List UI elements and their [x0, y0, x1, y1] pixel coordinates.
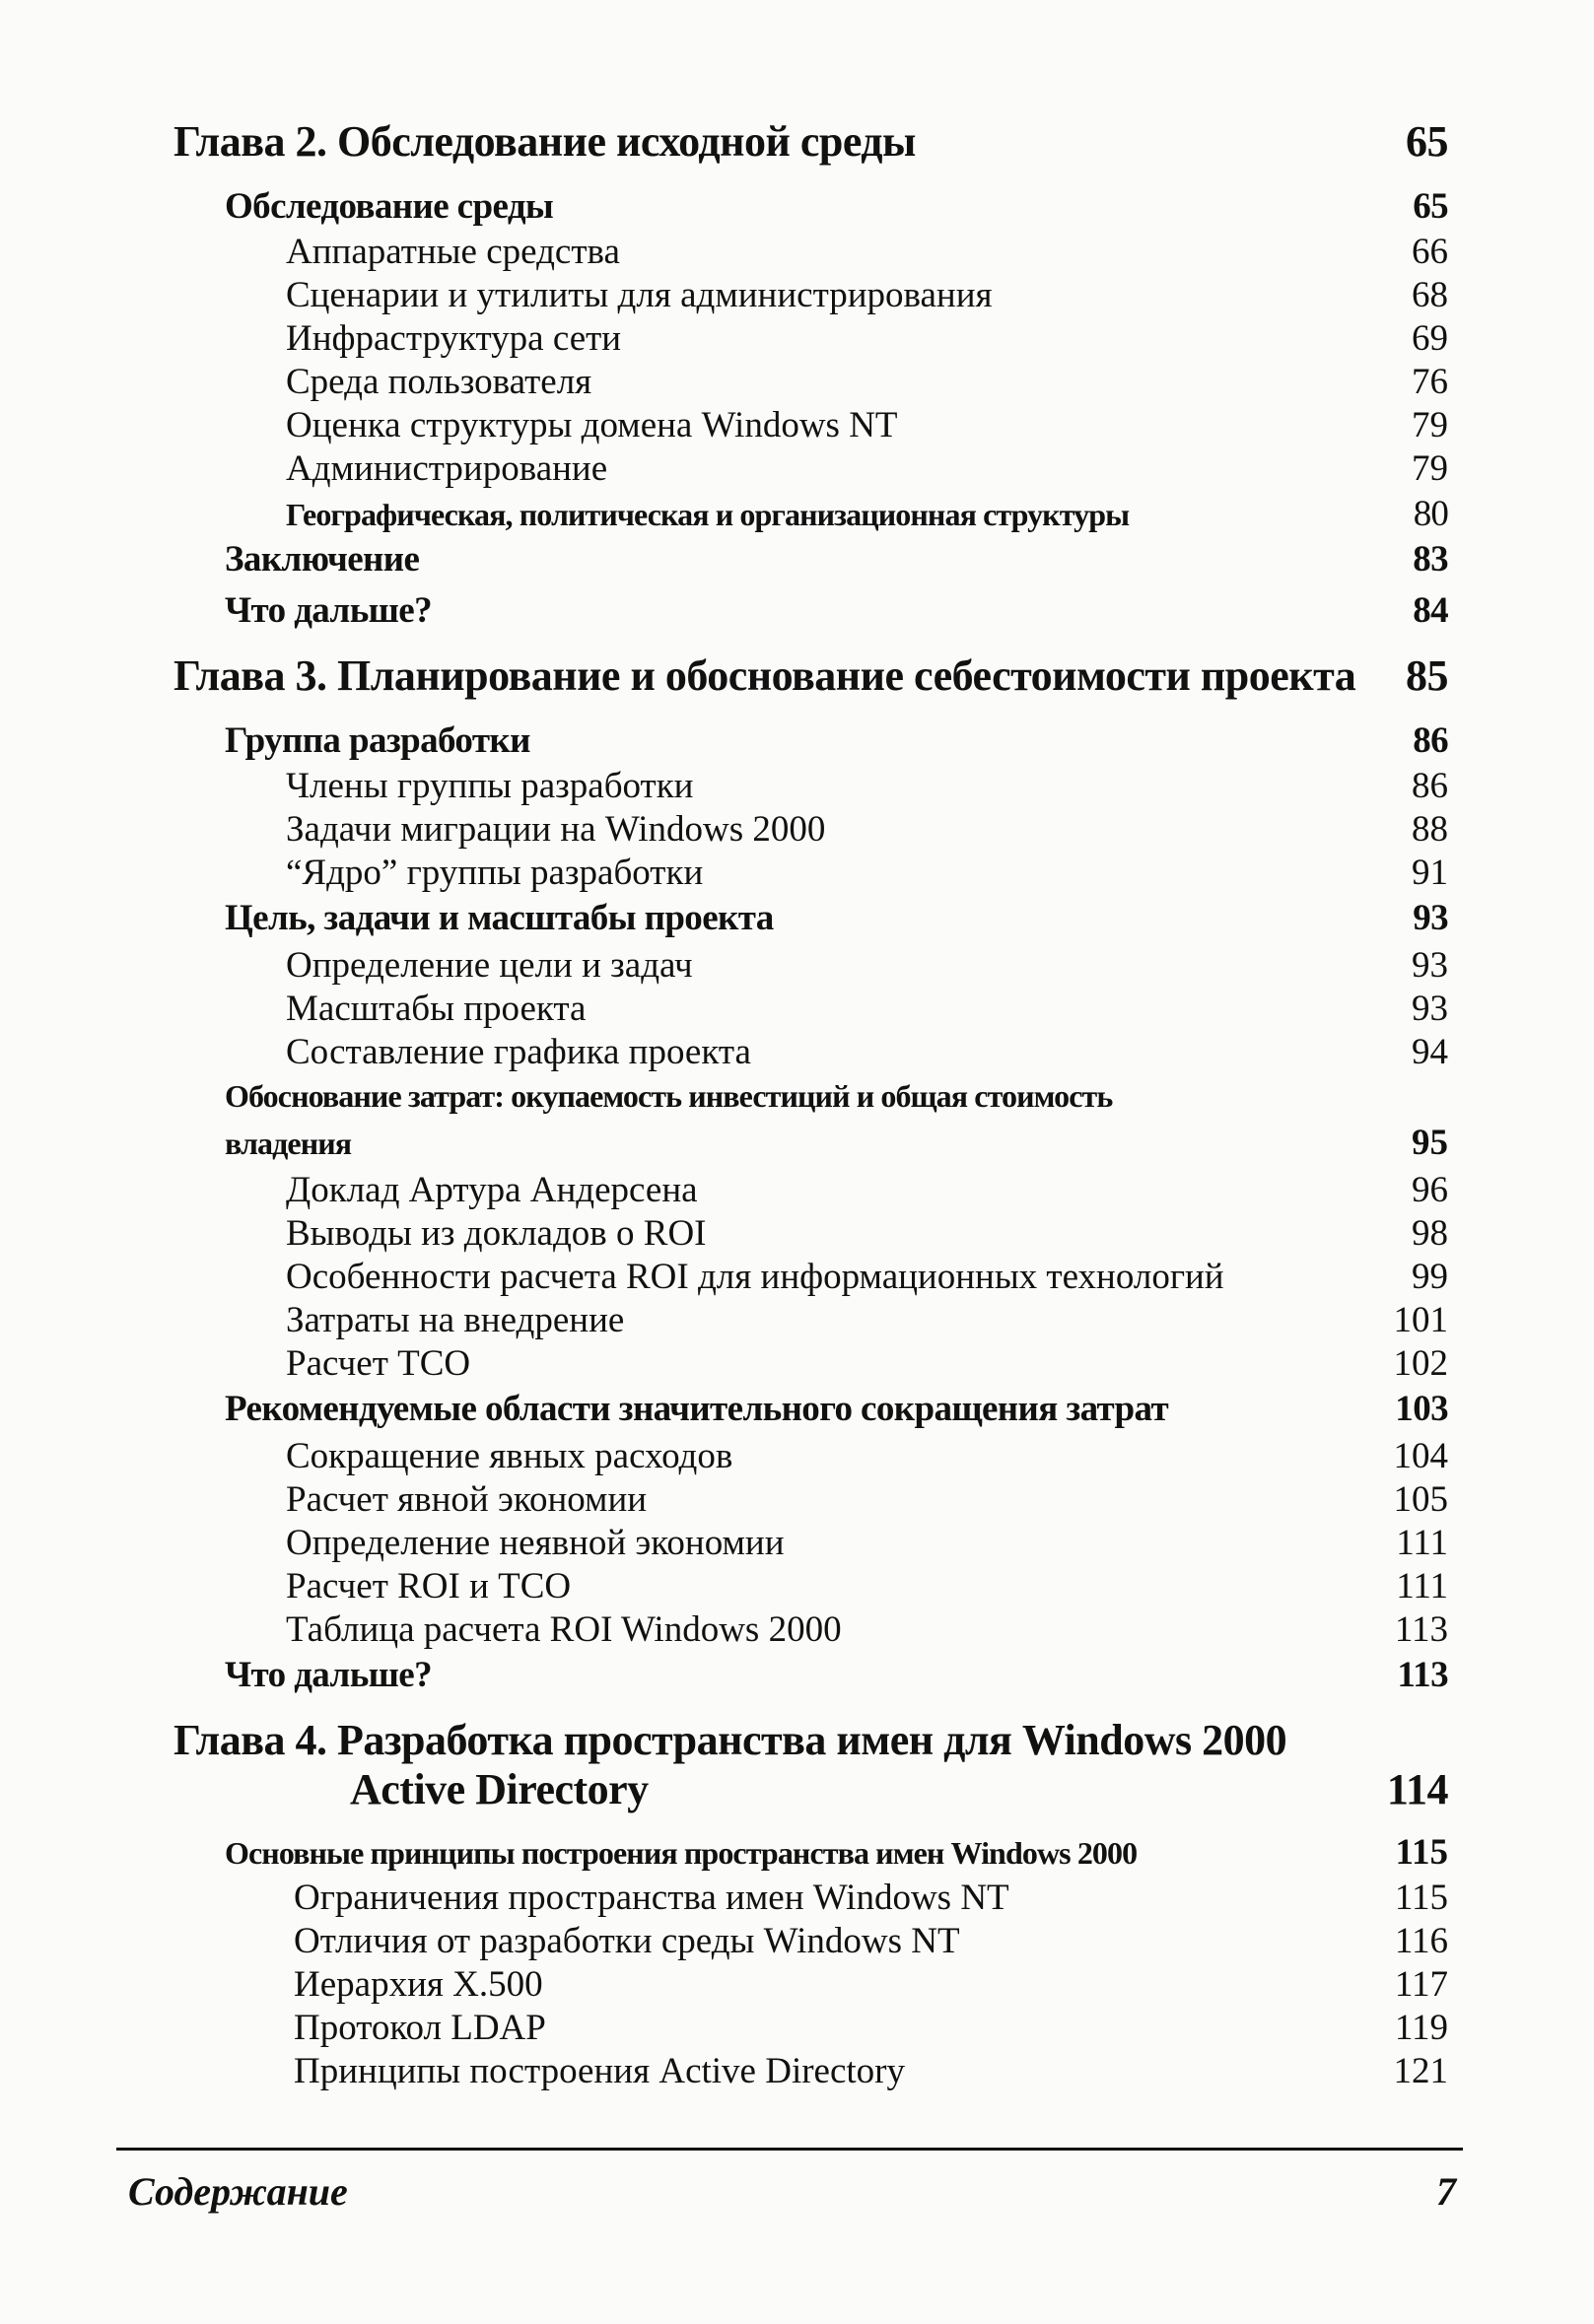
toc-entry-page: 91: [1412, 853, 1448, 893]
toc-entry-title: “Ядро” группы разработки: [286, 853, 704, 893]
toc-entry-page: 98: [1412, 1213, 1448, 1254]
toc-entry-page: 115: [1394, 1878, 1448, 1918]
toc-section[interactable]: [225, 897, 1448, 939]
toc-subsection[interactable]: [286, 1522, 1448, 1564]
toc-entry-title: Active Directory: [350, 1765, 649, 1813]
toc-section[interactable]: [225, 589, 1448, 632]
toc-subsection[interactable]: [286, 274, 1448, 316]
toc-entry-title: Принципы построения Active Directory: [294, 2051, 905, 2091]
toc-subsection[interactable]: [286, 1256, 1448, 1298]
toc-subsection[interactable]: [294, 1877, 1448, 1919]
running-footer-title: Содержание: [128, 2169, 348, 2214]
toc-section[interactable]: [225, 185, 1448, 228]
toc-entry-title: Определение неявной экономии: [286, 1523, 785, 1563]
toc-entry-page: 111: [1396, 1566, 1448, 1606]
toc-subsection[interactable]: [286, 1565, 1448, 1607]
footer-divider: [116, 2148, 1463, 2151]
toc-section[interactable]: [225, 1122, 1448, 1164]
toc-entry-title: Таблица расчета ROI Windows 2000: [286, 1609, 842, 1650]
toc-entry-title: владения: [225, 1126, 352, 1161]
toc-entry-title: Обоснование затрат: окупаемость инвестиций и общая стоимость: [225, 1078, 1113, 1114]
toc-section[interactable]: [225, 1654, 1448, 1696]
toc-section[interactable]: [225, 719, 1448, 762]
toc-subsection[interactable]: [286, 361, 1448, 403]
toc-chapter-4[interactable]: [350, 1764, 1448, 1814]
toc-subsection[interactable]: [294, 1920, 1448, 1962]
toc-entry-title: Оценка структуры домена Windows NT: [286, 405, 898, 445]
toc-entry-title: Что дальше?: [225, 1655, 433, 1695]
toc-section[interactable]: [225, 538, 1448, 581]
toc-entry-title: Отличия от разработки среды Windows NT: [294, 1921, 960, 1961]
toc-subsection[interactable]: [286, 1299, 1448, 1341]
toc-entry-page: 69: [1412, 318, 1448, 359]
toc-subsection[interactable]: [294, 1963, 1448, 2006]
toc-subsection[interactable]: [286, 231, 1448, 273]
toc-entry-page: 94: [1412, 1032, 1448, 1072]
toc-entry-page: 65: [1406, 117, 1448, 166]
toc-subsection[interactable]: [286, 1169, 1448, 1211]
toc-entry-title: Глава 2. Обследование исходной среды: [173, 117, 916, 166]
toc-entry-title: Сценарии и утилиты для администрирования: [286, 275, 993, 315]
toc-entry-title: Масштабы проекта: [286, 989, 587, 1029]
toc-entry-title: Аппаратные средства: [286, 232, 620, 272]
toc-subsection[interactable]: [286, 852, 1448, 894]
toc-entry-title: Что дальше?: [225, 590, 433, 631]
toc-subsection[interactable]: [294, 2050, 1448, 2092]
toc-entry-title: Основные принципы построения пространства имен Windows 2000: [225, 1835, 1138, 1871]
toc-entry-title: Цель, задачи и масштабы проекта: [225, 898, 774, 938]
toc-subsection[interactable]: [286, 765, 1448, 807]
toc-section[interactable]: [225, 1388, 1448, 1430]
toc-entry-title: Расчет ROI и TCO: [286, 1566, 572, 1606]
toc-subsection[interactable]: [286, 808, 1448, 851]
toc-entry-page: 96: [1412, 1170, 1448, 1210]
toc-entry-page: 80: [1413, 494, 1448, 534]
toc-section[interactable]: [225, 1831, 1448, 1874]
toc-entry-title: Расчет TCO: [286, 1343, 471, 1384]
toc-entry-page: 93: [1413, 898, 1448, 938]
toc-entry-page: 99: [1412, 1257, 1448, 1297]
toc-entry-title: Определение цели и задач: [286, 945, 693, 986]
toc-subsection[interactable]: [286, 1478, 1448, 1521]
toc-subsection[interactable]: [286, 988, 1448, 1030]
toc-entry-page: 119: [1394, 2008, 1448, 2048]
toc-entry-title: Глава 4. Разработка пространства имен для Windows 2000: [173, 1716, 1287, 1764]
toc-entry-page: 111: [1396, 1523, 1448, 1563]
toc-entry-title: Составление графика проекта: [286, 1032, 751, 1072]
toc-subsection[interactable]: [286, 944, 1448, 987]
toc-entry-page: 93: [1412, 945, 1448, 986]
toc-entry-title: Члены группы разработки: [286, 766, 694, 806]
toc-subsection[interactable]: [286, 1342, 1448, 1385]
toc-entry-page: 83: [1413, 539, 1448, 580]
toc-subsection[interactable]: [286, 317, 1448, 360]
toc-entry-title: Географическая, политическая и организационная структуры: [286, 497, 1130, 532]
toc-entry-page: 86: [1412, 766, 1448, 806]
toc-entry-page: 85: [1406, 651, 1448, 700]
page-number: 7: [1436, 2169, 1456, 2214]
toc-entry-page: 103: [1395, 1389, 1448, 1429]
toc-entry-title: Иерархия X.500: [294, 1964, 543, 2005]
toc-subsection[interactable]: [294, 2007, 1448, 2049]
toc-entry-page: 113: [1394, 1609, 1448, 1650]
toc-section-line1[interactable]: [225, 1078, 1448, 1115]
toc-entry-title: Группа разработки: [225, 720, 530, 761]
toc-entry-page: 117: [1394, 1964, 1448, 2005]
toc-entry-title: Среда пользователя: [286, 362, 592, 402]
toc-entry-title: Заключение: [225, 539, 420, 580]
toc-entry-title: Доклад Артура Андерсена: [286, 1170, 698, 1210]
toc-entry-page: 93: [1412, 989, 1448, 1029]
toc-entry-page: 114: [1386, 1765, 1448, 1813]
toc-entry-page: 102: [1393, 1343, 1448, 1384]
toc-chapter-4-line1[interactable]: [173, 1715, 1448, 1765]
toc-entry-title: Администрирование: [286, 448, 608, 489]
toc-entry-page: 79: [1412, 405, 1448, 445]
toc-entry-page: 66: [1412, 232, 1448, 272]
toc-entry-page: 88: [1412, 809, 1448, 850]
toc-chapter-2[interactable]: [173, 116, 1448, 167]
toc-entry-title: Сокращение явных расходов: [286, 1436, 733, 1476]
toc-entry-title: Расчет явной экономии: [286, 1479, 648, 1520]
toc-entry-title: Протокол LDAP: [294, 2008, 546, 2048]
toc-subsection[interactable]: [286, 1608, 1448, 1651]
toc-subsection[interactable]: [286, 1031, 1448, 1073]
toc-entry-title: Обследование среды: [225, 186, 554, 227]
toc-entry-page: 105: [1393, 1479, 1448, 1520]
toc-subsection[interactable]: [286, 404, 1448, 446]
toc-entry-page: 68: [1412, 275, 1448, 315]
toc-entry-title: Особенности расчета ROI для информационных технологий: [286, 1257, 1224, 1297]
toc-entry-title: Глава 3. Планирование и обоснование себестоимости проекта: [173, 651, 1356, 700]
toc-chapter-3[interactable]: [173, 650, 1448, 701]
toc-subsection[interactable]: [286, 1435, 1448, 1477]
toc-entry-page: 65: [1413, 186, 1448, 227]
toc-entry-title: Инфраструктура сети: [286, 318, 622, 359]
toc-subsection[interactable]: [286, 493, 1448, 535]
toc-entry-page: 84: [1413, 590, 1448, 631]
toc-entry-page: 95: [1412, 1123, 1448, 1163]
toc-entry-title: Задачи миграции на Windows 2000: [286, 809, 826, 850]
toc-entry-page: 121: [1393, 2051, 1448, 2091]
toc-subsection[interactable]: [286, 447, 1448, 490]
toc-entry-title: Затраты на внедрение: [286, 1300, 625, 1340]
toc-entry-page: 79: [1412, 448, 1448, 489]
toc-entry-page: 116: [1394, 1921, 1448, 1961]
toc-subsection[interactable]: [286, 1212, 1448, 1255]
toc-entry-title: Выводы из докладов о ROI: [286, 1213, 707, 1254]
toc-entry-page: 104: [1393, 1436, 1448, 1476]
toc-entry-page: 76: [1412, 362, 1448, 402]
toc-entry-page: 86: [1413, 720, 1448, 761]
toc-entry-page: 115: [1395, 1832, 1448, 1873]
toc-entry-page: 101: [1393, 1300, 1448, 1340]
toc-entry-page: 113: [1397, 1655, 1448, 1695]
toc-entry-title: Рекомендуемые области значительного сокращения затрат: [225, 1389, 1169, 1429]
toc-entry-title: Ограничения пространства имен Windows NT: [294, 1878, 1009, 1918]
